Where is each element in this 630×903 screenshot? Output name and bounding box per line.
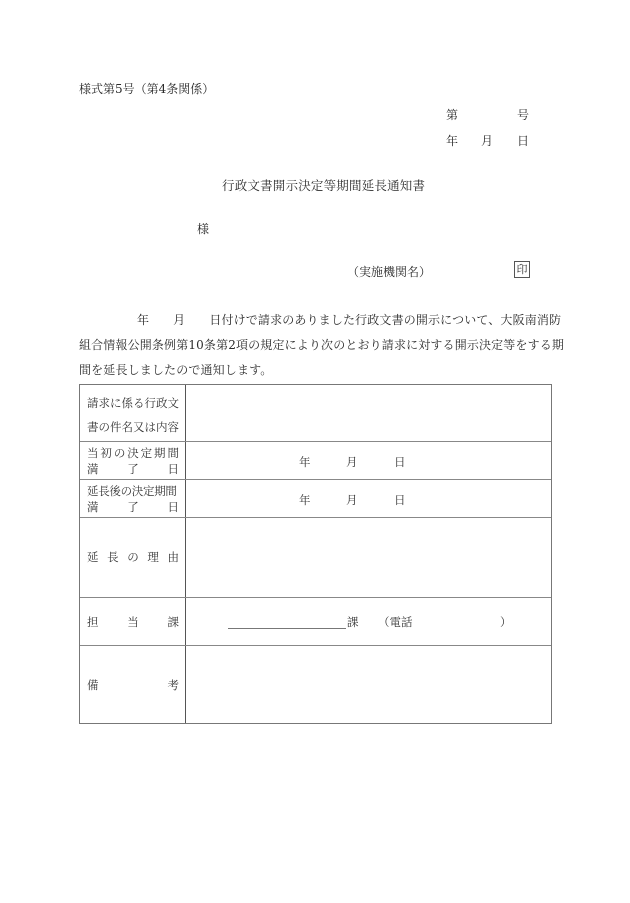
extended-deadline-month: 月 bbox=[346, 493, 358, 507]
body-line-1 bbox=[79, 308, 579, 333]
label-char: 了 bbox=[127, 462, 139, 476]
extended-deadline-year: 年 bbox=[299, 493, 311, 507]
label-line bbox=[87, 614, 179, 630]
label-char: 課 bbox=[167, 615, 179, 629]
section-suffix: 課 bbox=[347, 615, 359, 629]
label-char: 満 bbox=[87, 500, 99, 514]
label-char: 間 bbox=[167, 446, 179, 460]
label-extension-reason bbox=[87, 549, 179, 565]
label-line bbox=[87, 445, 179, 461]
label-char: 初 bbox=[100, 446, 112, 460]
label-char: の bbox=[127, 550, 139, 564]
doc-number-prefix: 第 bbox=[446, 108, 459, 122]
label-char: 由 bbox=[167, 550, 179, 564]
section-name-blank[interactable] bbox=[228, 628, 346, 629]
row-divider bbox=[80, 597, 551, 598]
label-line bbox=[87, 461, 179, 477]
label-char: 当 bbox=[87, 446, 99, 460]
date-month-label: 月 bbox=[481, 134, 494, 148]
label-line bbox=[87, 677, 179, 693]
label-remarks bbox=[87, 677, 179, 693]
seal-icon: 印 bbox=[514, 261, 530, 278]
label-char: 日 bbox=[167, 500, 179, 514]
label-line: 延長後の決定期間 bbox=[87, 484, 177, 498]
body-month-label: 月 bbox=[173, 313, 186, 327]
label-line: 書の件名又は内容 bbox=[87, 420, 179, 434]
date-year-label: 年 bbox=[446, 134, 459, 148]
label-original-deadline bbox=[87, 445, 179, 477]
label-line bbox=[87, 499, 179, 515]
body-line-3: 間を延長しましたので通知します。 bbox=[79, 363, 273, 377]
form-number: 様式第5号（第4条関係） bbox=[79, 82, 215, 96]
row-divider bbox=[80, 479, 551, 480]
label-char: 定 bbox=[140, 446, 153, 460]
label-char: 決 bbox=[127, 446, 139, 460]
label-char: の bbox=[113, 446, 126, 460]
extension-reason-field[interactable] bbox=[186, 518, 552, 597]
label-extended-deadline bbox=[87, 483, 179, 515]
extension-details-table bbox=[79, 384, 552, 724]
label-document-subject bbox=[87, 395, 179, 435]
document-title: 行政文書開示決定等期間延長通知書 bbox=[222, 178, 426, 193]
agency-name-label: （実施機関名） bbox=[347, 265, 432, 279]
label-char: 考 bbox=[167, 678, 179, 692]
doc-number-suffix: 号 bbox=[517, 108, 530, 122]
body-paragraph bbox=[79, 308, 579, 383]
label-char: 満 bbox=[87, 462, 99, 476]
label-responsible-section bbox=[87, 614, 179, 630]
original-deadline-month: 月 bbox=[346, 455, 358, 469]
label-char: 理 bbox=[147, 550, 159, 564]
remarks-field[interactable] bbox=[186, 646, 552, 724]
label-char: 了 bbox=[127, 500, 139, 514]
original-deadline-day: 日 bbox=[394, 455, 406, 469]
original-deadline-year: 年 bbox=[299, 455, 311, 469]
label-char: 日 bbox=[167, 462, 179, 476]
document-subject-field[interactable] bbox=[186, 385, 552, 441]
extended-deadline-day: 日 bbox=[394, 493, 406, 507]
phone-label-open: （電話 bbox=[378, 615, 413, 629]
phone-label-close: ） bbox=[500, 615, 512, 629]
label-char: 担 bbox=[87, 615, 99, 629]
label-char: 期 bbox=[154, 446, 166, 460]
body-line-2: 組合情報公開条例第10条第2項の規定により次のとおり請求に対する開示決定等をする期 bbox=[79, 338, 565, 352]
body-year-label: 年 bbox=[137, 313, 150, 327]
label-char: 長 bbox=[107, 550, 119, 564]
label-char: 当 bbox=[127, 615, 139, 629]
body-line-1-text: 日付けで請求のありました行政文書の開示について、大阪南消防 bbox=[209, 313, 562, 327]
label-char: 備 bbox=[87, 678, 99, 692]
label-line bbox=[87, 549, 179, 565]
label-line: 請求に係る行政文 bbox=[87, 396, 179, 410]
addressee-suffix: 様 bbox=[197, 222, 210, 236]
label-char: 延 bbox=[87, 550, 99, 564]
row-divider bbox=[80, 441, 551, 442]
date-day-label: 日 bbox=[517, 134, 530, 148]
